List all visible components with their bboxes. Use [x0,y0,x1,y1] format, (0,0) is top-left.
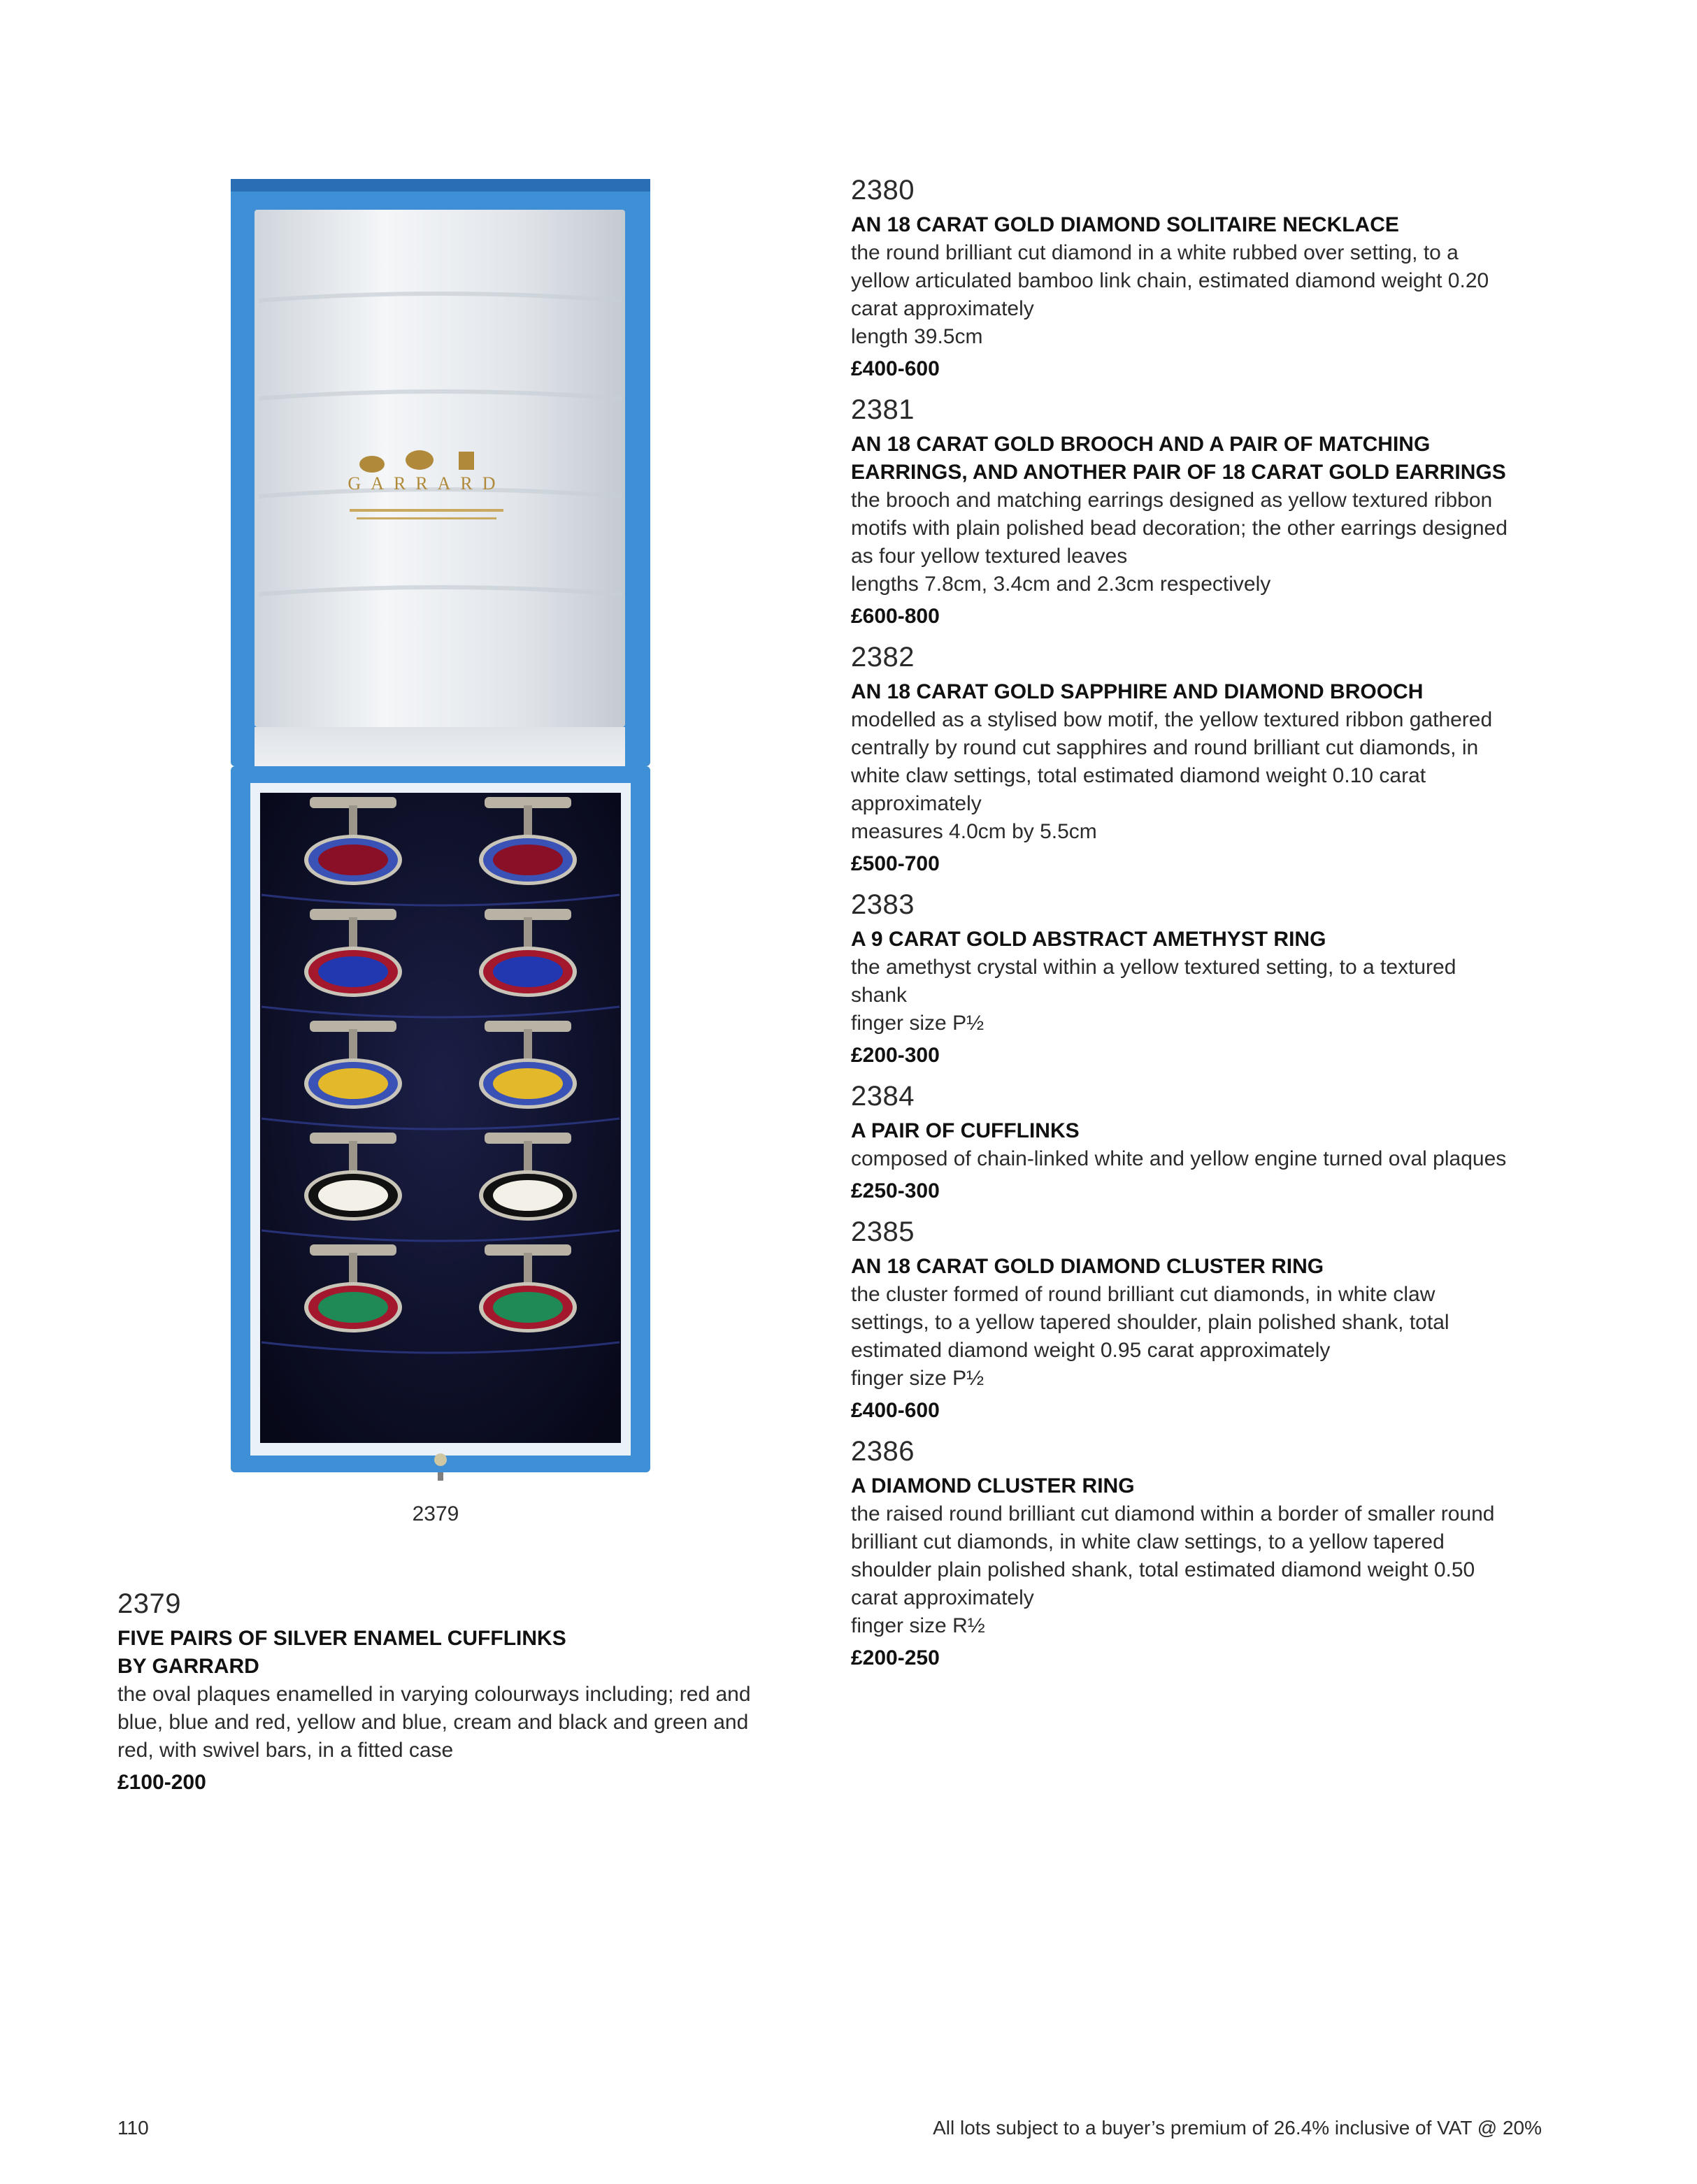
lot-dimensions: finger size R½ [851,1614,985,1637]
lot-price: £400-600 [851,1399,940,1422]
lot-2382 [851,640,1557,878]
lot-description: carat approximately [851,297,1034,320]
lot-description: estimated diamond weight 0.95 carat approximately [851,1339,1331,1362]
lot-2381 [851,393,1557,631]
brand-logo: GARRARD [348,473,506,494]
lot-title: BY GARRARD [117,1655,259,1678]
lot-title: AN 18 CARAT GOLD BROOCH AND A PAIR OF MATCHING [851,433,1431,456]
lot-dimensions: finger size P½ [851,1012,984,1035]
lot-title: EARRINGS, AND ANOTHER PAIR OF 18 CARAT GOLD EARRINGS [851,461,1506,484]
lot-description: red, with swivel bars, in a fitted case [117,1739,454,1762]
lot-description: the oval plaques enamelled in varying colourways including; red and [117,1683,751,1706]
lot-description: the round brilliant cut diamond in a white rubbed over setting, to a [851,241,1459,264]
cufflinks-case-photo [210,168,671,1482]
lot-description: shoulder plain polished shank, total estimated diamond weight 0.50 [851,1558,1475,1581]
lot-description: settings, to a yellow tapered shoulder, plain polished shank, total [851,1311,1449,1334]
lot-description: brilliant cut diamonds, in white claw settings, to a yellow tapered [851,1530,1445,1553]
image-caption: 2379 [412,1502,459,1525]
lot-dimensions: finger size P½ [851,1367,984,1390]
lot-description: the cluster formed of round brilliant cut diamonds, in white claw [851,1283,1435,1306]
lot-title: AN 18 CARAT GOLD SAPPHIRE AND DIAMOND BROOCH [851,680,1424,703]
lot-number: 2381 [851,394,915,425]
lot-number: 2383 [851,889,915,920]
lot-dimensions: length 39.5cm [851,325,983,348]
lot-2386 [851,1435,1557,1672]
lot-2385 [851,1215,1557,1425]
lot-dimensions: measures 4.0cm by 5.5cm [851,820,1097,843]
buyers-premium-note: All lots subject to a buyer’s premium of 26.4% inclusive of VAT @ 20% [933,2117,1542,2139]
lot-price: £200-250 [851,1646,940,1669]
velvet-tray [260,793,621,1443]
lot-title: A 9 CARAT GOLD ABSTRACT AMETHYST RING [851,928,1326,951]
lot-number: 2382 [851,642,915,673]
lot-number: 2385 [851,1216,915,1247]
lot-description: composed of chain-linked white and yellow engine turned oval plaques [851,1147,1507,1170]
lot-price: £600-800 [851,605,940,628]
lot-description: modelled as a stylised bow motif, the yellow textured ribbon gathered [851,708,1493,731]
lot-price: £100-200 [117,1771,206,1794]
lot-title: AN 18 CARAT GOLD DIAMOND SOLITAIRE NECKLACE [851,213,1399,236]
lot-description: motifs with plain polished bead decoration; the other earrings designed [851,517,1508,540]
lot-description: shank [851,984,908,1007]
lot-title: FIVE PAIRS OF SILVER ENAMEL CUFFLINKS [117,1627,566,1650]
lot-description: blue, blue and red, yellow and blue, cream and black and green and [117,1711,749,1734]
lot-description: centrally by round cut sapphires and round brilliant cut diamonds, in [851,736,1479,759]
lot-description: as four yellow textured leaves [851,545,1128,568]
lot-number: 2384 [851,1081,915,1112]
page-number: 110 [117,2117,149,2139]
lot-2383 [851,888,1557,1070]
lot-list [851,173,1557,1682]
lot-price: £250-300 [851,1179,940,1202]
lot-2380 [851,173,1557,383]
lot-title: A PAIR OF CUFFLINKS [851,1119,1080,1142]
lot-dimensions: lengths 7.8cm, 3.4cm and 2.3cm respectively [851,573,1271,596]
lot-price: £200-300 [851,1044,940,1067]
lot-description: yellow articulated bamboo link chain, estimated diamond weight 0.20 [851,269,1489,292]
lot-number: 2386 [851,1436,915,1467]
lot-description: carat approximately [851,1586,1034,1609]
case-lid-satin [255,210,625,727]
lot-title: A DIAMOND CLUSTER RING [851,1474,1135,1497]
lot-number: 2379 [117,1588,181,1619]
lot-description: the brooch and matching earrings designed as yellow textured ribbon [851,489,1493,512]
lot-description: the amethyst crystal within a yellow textured setting, to a textured [851,956,1456,979]
lot-price: £400-600 [851,357,940,380]
lot-number: 2380 [851,175,915,206]
lot-title: AN 18 CARAT GOLD DIAMOND CLUSTER RING [851,1255,1324,1278]
lot-price: £500-700 [851,852,940,875]
lot-description: approximately [851,792,982,815]
lot-description: white claw settings, total estimated diamond weight 0.10 carat [851,764,1426,787]
lot-description: the raised round brilliant cut diamond within a border of smaller round [851,1502,1495,1525]
lot-2384 [851,1079,1557,1205]
lot-2379 [117,1587,789,1797]
